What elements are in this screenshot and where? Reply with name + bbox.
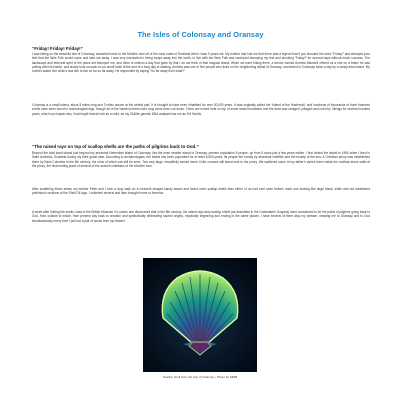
section-heading-friday: “Friday! Friday! Friday!” <box>32 46 83 51</box>
paragraph-1: I was hiking on the beautiful isle of Colonsay, ancestral home to the McAfee clan off of the west coast of Scotland when I was 9 years old. My mother had told me that there was a legend that if you shouted the word “Friday!” and stamped your feet that the Wee Folk would come and take me away. I was very interested in being swept away into the earth, to live with the Wee Folk and continued stomping my feet and shouting “Friday!” for several days without much success. The landscape and ethereal spirit of the place did transport me, and there is seldom a day that goes by that I do not think of that magical island. When we were hiking there, a farmer named Andrew Maxwell offered us a ride on a trailer he was pulling with his tractor, and slowly took us back to our small hotel at the end of a long day of walking. Andrew was one of five people who lived on the neighboring island of Oransay, connected to Colonsay twice a day by a sandy tidal strand. My mother asked him what it was like to live so far so far away. He responded by saying “So far away from what?” <box>32 52 370 74</box>
paragraph-4: After scattering those ashes my brother Peter and I took a long walk on a crescent shaped sandy beach and found more scallop shells than either of us had ever seen before; each one looking like large black, white and red weathered prehistoric versions of the Shell Oil logo. I collected several and later brought home to America. <box>32 187 370 196</box>
scallop-shell-icon <box>143 258 257 372</box>
section-heading-scallop: “The raised rays on top of scallop shells are the paths of pilgrims back to God.” <box>32 144 199 149</box>
scallop-shell-photo <box>143 258 257 372</box>
photo-caption: Scallop shell from the Isle of Oransay • Photo by MMB <box>162 375 238 379</box>
paragraph-5: A week after finding the shells I was in the British Museum in London and discovered that in the 8th century, the raised rays atop scallop shells (as described in the Lindesfarne Gospels) were considered to be the paths of pilgrims going back to God, from outside to inside, from present day back to creation and symbolically delineating sacred origins, mystically beginning and ending in the same places. I have several of them atop my dresser, drawing me to Oransay and to God simultaneously every time I pull out a pair of socks from top drawer. <box>32 210 370 223</box>
page-title: The Isles of Colonsay and Oransay <box>137 30 264 39</box>
paragraph-3: Beyond the tidal sand strand just beyond my ancestral Hebredian island of Colonsay, lies the even smaller island of Oransay, present population 8 people, up from 5 souls just a few years earlier. I first visited the island in 1960 when I lived in Saint Andrews, Scotland during my third grade year. According to archaeologists, the island has been populated for at least 6,500 years, its people fed mostly by abundant shellfish and the bounty of the sea. A Christian priory was established there by Saint Columba in the 6th century, the ruins of which can still be seen. Two very large, beautifully carved stone Celtic crosses still stand next to the priory. We scattered some of my father’s ashes there inside the roofless stone walls of the priory, the final resting place of several of the ancient chieftains of the McAfee clan. <box>32 151 370 169</box>
paragraph-2: Colonsay is a small island, about 8 miles long and 3 miles across at the widest part. It is thought to have been inhabited for over 30,000 years. It was originally called the “Island of the Hazlenuts” and hundreds of thousands of burnt hazelnut shells have been found in archeological digs, though all of the hazelnut trees have long since been cut down. There are ruined forts on top of some small mountains and the area was ravaged, pillaged and ruled by Vikings for several hundred years, which my explain why I had bright blonde hair as a child, as my 23&Me genetic DNA analysis has me as 3% Nordic. <box>32 103 370 116</box>
